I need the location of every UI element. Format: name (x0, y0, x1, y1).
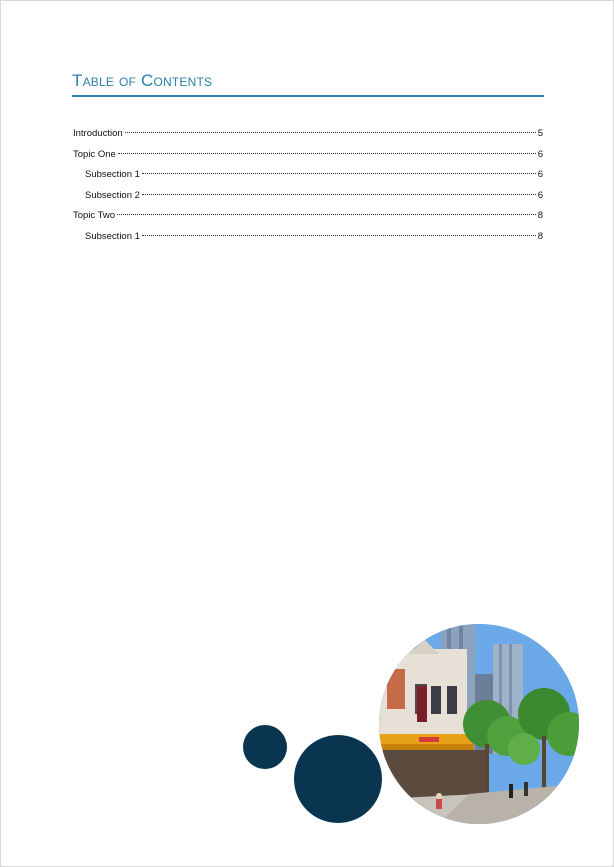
street-photo-circle (379, 624, 579, 824)
toc-entry[interactable] (73, 127, 543, 148)
toc-entry[interactable] (73, 230, 543, 251)
toc-entry[interactable] (73, 148, 543, 169)
toc-leader-dots (125, 132, 536, 133)
toc-list (73, 127, 543, 250)
toc-heading (72, 71, 544, 97)
toc-entry[interactable] (73, 209, 543, 230)
decorative-circle-small (243, 725, 287, 769)
toc-entry-page: 6 (537, 169, 543, 180)
toc-entry-page: 6 (537, 148, 543, 160)
toc-leader-dots (142, 235, 536, 236)
street-scene-illustration (379, 624, 579, 824)
toc-entry-label: Topic Two (73, 210, 116, 221)
toc-entry-page: 5 (537, 128, 543, 139)
toc-entry-page: 8 (537, 230, 543, 242)
toc-leader-dots (117, 214, 536, 215)
toc-entry-label: Subsection 1 (85, 169, 140, 180)
decorative-circle-medium (294, 735, 382, 823)
toc-leader-dots (118, 153, 536, 154)
toc-entry-page: 8 (537, 210, 543, 221)
toc-leader-dots (142, 173, 536, 174)
toc-entry-label: Subsection 2 (85, 189, 140, 201)
toc-entry[interactable] (73, 189, 543, 210)
toc-heading-text: Table of Contents (72, 71, 213, 90)
toc-entry[interactable] (73, 168, 543, 189)
toc-entry-label: Topic One (73, 148, 116, 160)
toc-leader-dots (142, 194, 536, 195)
toc-entry-page: 6 (537, 189, 543, 201)
toc-entry-label: Introduction (73, 128, 123, 139)
toc-entry-label: Subsection 1 (85, 230, 140, 242)
